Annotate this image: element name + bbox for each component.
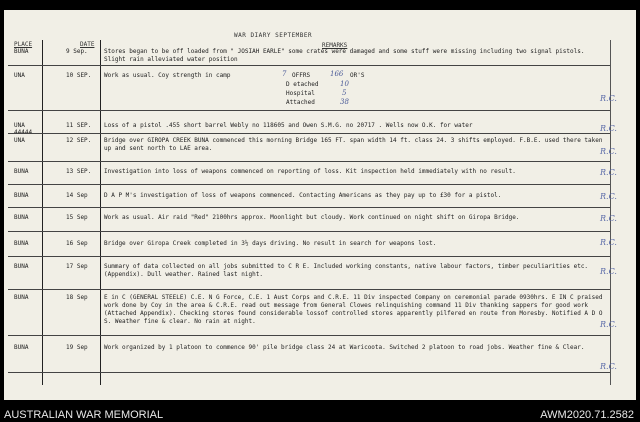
row-date: 17 Sep <box>66 263 88 270</box>
row-remarks: Work as usual. Air raid "Red" 2100hrs approx. Moonlight but cloudy. Work continued on night shift on Giropa Bridge. <box>104 214 520 221</box>
row-remarks: Bridge over GIROPA CREEK BUNA commenced this morning Bridge 165 FT. span width 14 ft. class 24. 3 shifts employed. F.B.E. used there taken up and sent north to LAE area. <box>104 137 607 152</box>
row-date: 14 Sep <box>66 192 88 199</box>
initials-signature: R.C. <box>600 192 617 201</box>
row-divider <box>8 65 610 66</box>
initials-signature: R.C. <box>600 214 617 223</box>
row-remarks: E in C (GENERAL STEELE) C.E. N G Force, C.E. 1 Aust Corps and C.R.E. 11 Div inspected Company on ceremonial parade 0930hrs. E IN C praised work done by Coy in the area & C.R.E. read out message from General Clowes relinquishing command 11 Div thanking sappers for good work (Attached Appendix). Checking stores found considerable lossof controlled stores apparently pilfered en route from Moresby. Notified A D O S. Weather fine & clear. No rain at night. <box>104 294 607 325</box>
initials-signature: R.C. <box>600 124 617 133</box>
row-date: 12 SEP. <box>66 137 92 144</box>
detached-label: D etached <box>286 81 319 88</box>
row-place: BUNA <box>14 192 29 199</box>
hospital-label: Hospital <box>286 90 315 97</box>
row-date: 18 Sep <box>66 294 88 301</box>
footer-source: AUSTRALIAN WAR MEMORIAL <box>4 409 164 421</box>
handwritten-attached-value: 38 <box>340 98 349 106</box>
row-divider <box>8 256 610 257</box>
initials-signature: R.C. <box>600 94 617 103</box>
row-date: 13 SEP. <box>66 168 92 175</box>
initials-signature: R.C. <box>600 168 617 177</box>
initials-signature: R.C. <box>600 147 617 156</box>
row-place: BUNA <box>14 168 29 175</box>
row-divider <box>8 184 610 185</box>
row-date: 15 Sep <box>66 214 88 221</box>
attached-label: Attached <box>286 99 315 106</box>
date-column-header: DATE <box>80 41 95 48</box>
row-remarks: D A P M's investigation of loss of weapons commenced. Contacting Americans as they pay up to £30 for a pistol. <box>104 192 502 199</box>
row-place: UNA <box>14 72 25 79</box>
row-date: 10 SEP. <box>66 72 92 79</box>
initials-signature: R.C. <box>600 320 617 329</box>
row-date: 9 Sep. <box>66 48 88 55</box>
row-date: 19 Sep <box>66 344 88 351</box>
row-divider <box>8 207 610 208</box>
row-remarks: Bridge over Giropa Creek completed in 3½ days driving. No result in search for weapons lost. <box>104 240 437 247</box>
row-place: UNA <box>14 122 25 129</box>
row-divider <box>8 110 610 111</box>
footer-accession-number: AWM2020.71.2582 <box>540 409 634 421</box>
row-divider <box>8 335 610 336</box>
offrs-label: OFFRS <box>292 72 311 79</box>
row-remarks: Stores began to be off loaded from " JOSIAH EARLE" some crates were damaged and some stuff were missing including two signal pistols. Slight rain alleviated water position <box>104 48 589 63</box>
row-place: BUNA <box>14 344 29 351</box>
handwritten-ors-value: 166 <box>330 70 344 78</box>
handwritten-offrs-value: 7 <box>282 70 287 78</box>
place-column-header: PLACE <box>14 41 33 48</box>
row-date: 16 Sep <box>66 240 88 247</box>
ors-label: OR'S <box>350 72 365 79</box>
row-place: BUNA <box>14 48 29 55</box>
remarks-column-header: REMARKS <box>322 42 348 49</box>
column-divider <box>100 40 101 385</box>
row-date: 11 SEP. <box>66 122 92 129</box>
row-remarks: Work as usual. Coy strength in camp <box>104 72 231 79</box>
row-remarks: Work organized by 1 platoon to commence 90' pile bridge class 24 at Waricoota. Switched 2 platoon to road jobs. Weather fine & Clear. <box>104 344 585 351</box>
row-place: BUNA <box>14 240 29 247</box>
row-place: UNA <box>14 137 25 144</box>
row-place: BUNA <box>14 263 29 270</box>
row-place: BUNA <box>14 294 29 301</box>
row-divider <box>8 289 610 290</box>
row-remarks: Investigation into loss of weapons commenced on reporting of loss. Kit inspection held immediately with no result. <box>104 168 516 175</box>
row-divider <box>8 372 610 373</box>
row-divider <box>8 161 610 162</box>
column-divider <box>610 40 611 385</box>
initials-signature: R.C. <box>600 362 617 371</box>
column-divider <box>42 40 43 385</box>
row-divider <box>8 231 610 232</box>
diary-page <box>4 10 636 400</box>
handwritten-detached-value: 10 <box>340 80 349 88</box>
initials-signature: R.C. <box>600 238 617 247</box>
handwritten-hospital-value: 5 <box>342 89 347 97</box>
row-remarks: Loss of a pistol .455 short barrel Webly no 118605 and Owen S.M.G. no 20717 . Wells now O.K. for water <box>104 122 473 129</box>
row-divider <box>8 133 610 134</box>
row-place: BUNA <box>14 214 29 221</box>
page-title: WAR DIARY SEPTEMBER <box>234 32 313 39</box>
initials-signature: R.C. <box>600 267 617 276</box>
row-remarks: Summary of data collected on all jobs submitted to C R E. Included working constants, native labour factors, timber peculiarities etc. (Appendix). Dull weather. Rained last night. <box>104 263 592 278</box>
